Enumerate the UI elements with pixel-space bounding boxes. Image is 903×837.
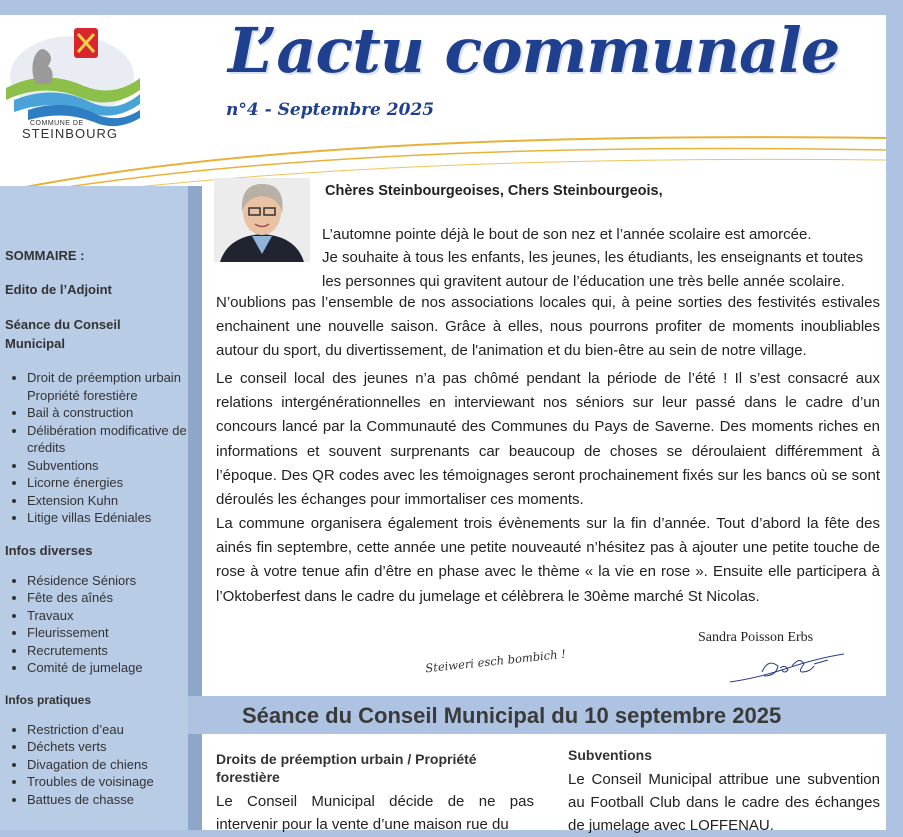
toc-item[interactable]: • Subventions [27, 457, 188, 475]
toc-item[interactable]: • Déchets verts [27, 738, 188, 756]
section-title-conseil: Séance du Conseil Municipal du 10 septembre 2025 [242, 703, 782, 728]
toc-list-conseil [5, 369, 188, 527]
article-text-preemption: Le Conseil Municipal décide de ne pas intervenir pour la vente d’une maison rue du [216, 793, 534, 833]
article-heading-preemption: Droits de préemption urbain / Propriété forestière [216, 751, 477, 785]
edito-paragraph-3: La commune organisera également trois évènements sur la fin d’année. Tout d’abord la fête des ainés fin septembre, cette année une petite nouveauté n’hésitez pas à ajouter une petite touche de rose à votre tenue afin d’être en phase avec le thème « la vie en rose ». Ensuite elle participera à l’Oktoberfest dans le cadre du jumelage et célèbrera le 30ème marché St Nicolas. [216, 515, 880, 605]
toc-item[interactable]: • Battues de chasse [27, 791, 188, 809]
signatory-name: Sandra Poisson Erbs [698, 630, 814, 645]
toc-item[interactable]: • Bail à construction [27, 404, 188, 422]
edito-line-2: Je souhaite à tous les enfants, les jeunes, les étudiants, les enseignants et toutes [322, 249, 864, 266]
toc-item[interactable]: • Résidence Séniors [27, 572, 188, 590]
toc-section-edito[interactable]: Edito de l’Adjoint [5, 282, 112, 297]
edito-paragraph-1: N’oublions pas l’ensemble de nos associations locales qui, à peine sorties des festivités estivales enchainent une nouvelle saison. Grâce à elles, nous pourrons profiter de moments inoubliables autour du sport, du divertissement, de l'animation et du bien-être au sein de notre village. [216, 294, 880, 360]
issue-number: n°4 - Septembre 2025 [226, 100, 435, 120]
edito-greeting: Chères Steinbourgeoises, Chers Steinbourgeois, [325, 183, 663, 199]
toc-item[interactable]: • Comité de jumelage [27, 659, 188, 677]
toc-list-infos-diverses [5, 572, 188, 677]
article-text-subventions: Le Conseil Municipal attribue une subvention au Football Club dans le cadre des échanges de jumelage avec LOFFENAU. [568, 771, 880, 834]
edito-line-3: les personnes qui gravitent autour de l’éducation une très belle année scolaire. [322, 273, 845, 290]
toc-item[interactable]: • Divagation de chiens [27, 756, 188, 774]
toc-item[interactable]: • Fête des aînés [27, 589, 188, 607]
toc-section-conseil[interactable]: Séance du Conseil Municipal [5, 317, 121, 351]
newsletter-title: L’actu communale [228, 14, 840, 87]
toc-item[interactable]: • Extension Kuhn [27, 492, 188, 510]
toc-item[interactable]: • Droit de préemption urbain Propriété forestière [27, 369, 188, 404]
toc-item[interactable]: • Troubles de voisinage [27, 773, 188, 791]
logo-caption-small: COMMUNE DE [30, 120, 84, 127]
adjoint-portrait [214, 178, 310, 262]
toc-section-infos-diverses[interactable]: Infos diverses [5, 542, 93, 558]
logo-caption-town: STEINBOURG [22, 126, 118, 141]
article-heading-subventions: Subventions [568, 747, 653, 763]
toc-section-infos-pratiques[interactable]: Infos pratiques [5, 692, 92, 707]
handwritten-signature [728, 648, 848, 688]
toc-item[interactable]: • Recrutements [27, 642, 188, 660]
toc-item[interactable]: • Travaux [27, 607, 188, 625]
alsatian-motto: Steiweri esch bombich ! [424, 646, 567, 676]
toc-item[interactable]: • Licorne énergies [27, 474, 188, 492]
toc-item[interactable]: • Délibération modificative de crédits [27, 422, 188, 457]
toc-list-infos-pratiques [5, 721, 188, 809]
toc-item[interactable]: • Litige villas Edéniales [27, 509, 188, 527]
edito-line-1: L’automne pointe déjà le bout de son nez et l’année scolaire est amorcée. [322, 226, 812, 243]
toc-item[interactable]: • Restriction d’eau [27, 721, 188, 739]
table-of-contents [5, 248, 188, 808]
toc-heading: SOMMAIRE : [5, 248, 85, 263]
edito-paragraph-2: Le conseil local des jeunes n’a pas chômé pendant la période de l’été ! Il s’est consacré aux relations intergénérationnelles en interviewant nos séniors sur leur passé dans le cadre d’un concours lancé par la Communauté des Communes du Pays de Saverne. Des moments riches en informations et souvent surprenants car beaucoup de choses se déroulaient différemment à l’époque. Des QR codes avec les témoignages seront prochainement fixés sur les bancs où se sont déroulés les échanges pour immortaliser ces moments. [216, 370, 880, 509]
toc-item[interactable]: • Fleurissement [27, 624, 188, 642]
